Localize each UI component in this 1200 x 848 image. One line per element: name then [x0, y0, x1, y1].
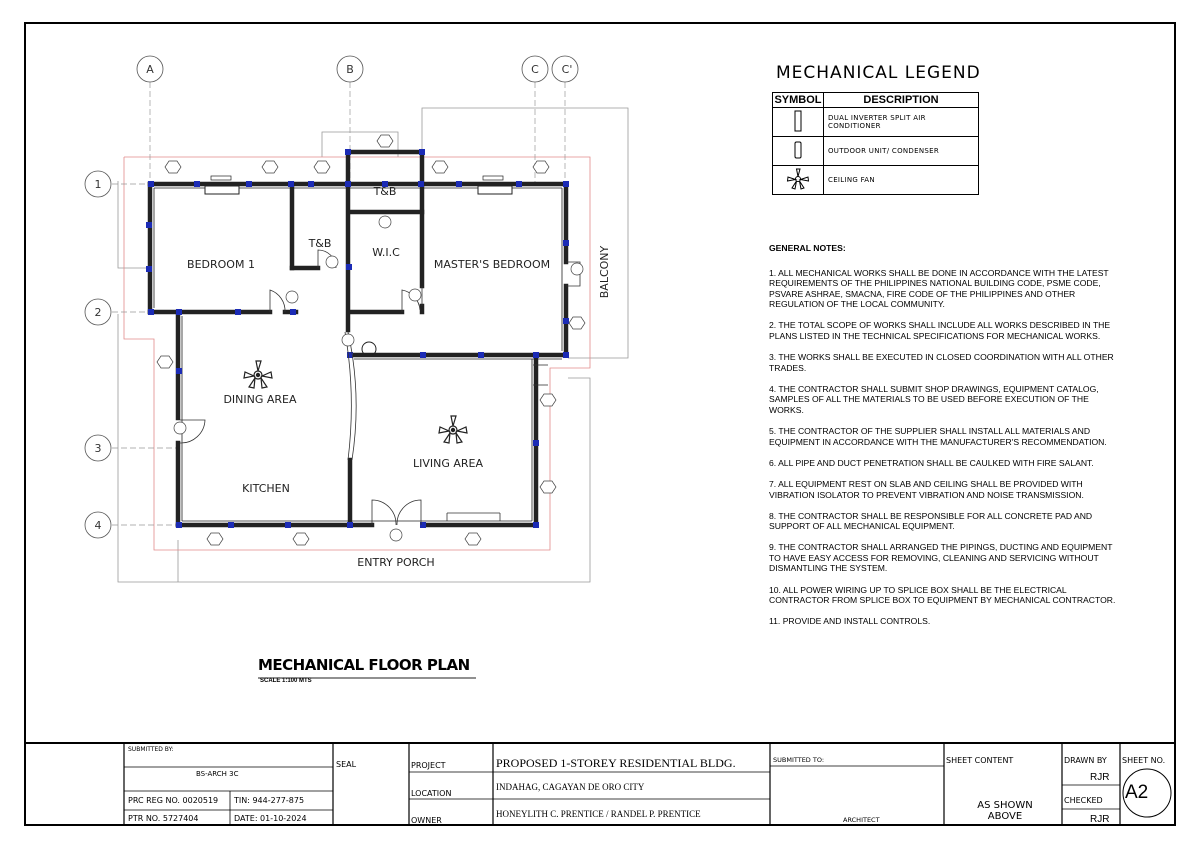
- ceiling-fan-icon: [773, 166, 824, 195]
- legend-row: [773, 166, 979, 195]
- legend-description: OUTDOOR UNIT/ CONDENSER: [824, 137, 979, 166]
- sheet-no-label: SHEET NO.: [1122, 756, 1166, 765]
- reference-outline: [118, 108, 628, 582]
- grid-label-c: C: [531, 63, 539, 76]
- legend-col-description: DESCRIPTION: [824, 93, 979, 108]
- room-label-kitchen: KITCHEN: [242, 482, 290, 495]
- walls: [150, 152, 566, 525]
- submitter-name: BS-ARCH 3C: [196, 770, 239, 778]
- checked-label: CHECKED: [1064, 796, 1103, 805]
- note-item: 1. ALL MECHANICAL WORKS SHALL BE DONE IN ACCORDANCE WITH THE LATEST REQUIREMENTS OF THE PHILIPPINES NATIONAL BUILDING CODE, PSME CODE, PSVARE ASHRAE, SMACNA, FIRE CODE OF THE PHILIPPINES AND OTHER REGULATION OF THE LOCAL COMMUNITY.: [769, 267, 1109, 310]
- plan-title: MECHANICAL FLOOR PLAN: [258, 656, 470, 674]
- legend-col-symbol: SYMBOL: [774, 94, 822, 106]
- legend-description: DUAL INVERTER SPLIT AIR CONDITIONER: [824, 108, 979, 137]
- grid-label-3: 3: [94, 442, 102, 455]
- sheet-content-value: AS SHOWN ABOVE: [977, 800, 1033, 822]
- mechanical-legend-table: [772, 92, 979, 195]
- room-label-wic: W.I.C: [372, 246, 400, 259]
- split-aircon-icon: [773, 108, 824, 137]
- room-label-balcony: BALCONY: [598, 245, 611, 299]
- room-label-masters-bedroom: MASTER'S BEDROOM: [433, 258, 551, 271]
- prc-reg-number: PRC REG NO. 0020519: [128, 796, 219, 805]
- grid-bubbles: [85, 56, 578, 538]
- project-name: PROPOSED 1-STOREY RESIDENTIAL BLDG.: [496, 756, 736, 770]
- sheet-number: A2: [1125, 782, 1149, 803]
- tin-number: TIN: 944-277-875: [234, 796, 305, 805]
- note-item: 7. ALL EQUIPMENT REST ON SLAB AND CEILING SHALL BE PROVIDED WITH VIBRATION ISOLATOR TO PREVENT VIBRATION AND NOISE TRANSMISSION.: [769, 478, 1084, 500]
- note-item: 3. THE WORKS SHALL BE EXECUTED IN CLOSED COORDINATION WITH ALL OTHER TRADES.: [769, 352, 1114, 373]
- grid-label-2: 2: [94, 306, 102, 319]
- date-value: DATE: 01-10-2024: [234, 814, 307, 823]
- note-item: 11. PROVIDE AND INSTALL CONTROLS.: [769, 616, 931, 627]
- legend-row: [773, 137, 979, 166]
- room-label-dining-area: DINING AREA: [223, 393, 297, 406]
- grid-label-b: B: [346, 63, 354, 76]
- owner-label: OWNER: [411, 816, 442, 825]
- submitted-to-label: SUBMITTED TO:: [773, 756, 825, 764]
- sheet-content-label: SHEET CONTENT: [946, 756, 1014, 765]
- columns: [146, 149, 569, 528]
- general-notes: [769, 243, 1124, 637]
- room-label-living-area: LIVING AREA: [412, 457, 484, 470]
- legend-title: MECHANICAL LEGEND: [776, 63, 981, 83]
- ptr-number: PTR NO. 5727404: [128, 814, 199, 823]
- note-item: 6. ALL PIPE AND DUCT PENETRATION SHALL BE CAULKED WITH FIRE SALANT.: [769, 457, 1094, 468]
- legend-row: [773, 108, 979, 137]
- note-item: 9. THE CONTRACTOR SHALL ARRANGED THE PIPINGS, DUCTING AND EQUIPMENT TO HAVE EASY ACCESS FOR REMOVING, CLEANING AND SERVICING WITHOUT DISMANTLING THE SYSTEM.: [769, 542, 1113, 574]
- room-label-bedroom-1: BEDROOM 1: [187, 258, 255, 271]
- drawn-by-label: DRAWN BY: [1064, 756, 1107, 765]
- project-label: PROJECT: [411, 761, 446, 770]
- project-location: INDAHAG, CAGAYAN DE ORO CITY: [496, 782, 645, 792]
- general-notes-header: GENERAL NOTES:: [769, 243, 846, 253]
- room-label-tb-left: T&B: [308, 237, 332, 250]
- architect-label: ARCHITECT: [843, 816, 880, 824]
- grid-label-1: 1: [94, 178, 102, 191]
- condenser-icon: [773, 137, 824, 166]
- project-owner: HONEYLITH C. PRENTICE / RANDEL P. PRENTICE: [496, 809, 701, 819]
- location-label: LOCATION: [411, 789, 452, 798]
- doors: [180, 250, 580, 525]
- grid-label-a: A: [146, 63, 154, 76]
- note-item: 2. THE TOTAL SCOPE OF WORKS SHALL INCLUDE ALL WORKS DESCRIBED IN THE PLANS LISTED IN THE TECHNICAL SPECIFICATIONS FOR MECHANICAL WORKS.: [769, 320, 1111, 342]
- note-item: 4. THE CONTRACTOR SHALL SUBMIT SHOP DRAWINGS, EQUIPMENT CATALOG, SAMPLES OF ALL THE MATERIALS TO BE USED BEFORE EXECUTION OF THE WORKS.: [769, 383, 1099, 416]
- checked-by-value: RJR: [1090, 814, 1110, 825]
- room-label-tb-top: T&B: [373, 185, 397, 198]
- seal-label: SEAL: [336, 760, 357, 769]
- drawn-by-value: RJR: [1090, 772, 1110, 783]
- note-item: 5. THE CONTRACTOR OF THE SUPPLIER SHALL INSTALL ALL MATERIALS AND EQUIPMENT IN ACCORDANCE WITH THE MANUFACTURER'S RECOMMENDATION.: [769, 426, 1107, 447]
- window-tags: [157, 135, 585, 545]
- legend-header-row: [773, 93, 979, 108]
- note-item: 8. THE CONTRACTOR SHALL BE RESPONSIBLE FOR ALL CONCRETE PAD AND SUPPORT OF ALL MECHANICAL EQUIPMENT.: [769, 510, 1093, 532]
- room-label-entry-porch: ENTRY PORCH: [357, 556, 435, 569]
- grid-label-4: 4: [94, 519, 102, 532]
- submitted-by-label: SUBMITTED BY:: [128, 746, 174, 753]
- legend-description: CEILING FAN: [824, 166, 979, 195]
- plan-scale: SCALE 1:100 MTS: [260, 678, 312, 684]
- note-item: 10. ALL POWER WIRING UP TO SPLICE BOX SHALL BE THE ELECTRICAL CONTRACTOR FROM SPLICE BOX TO EQUIPMENT BY MECHANICAL CONTRACTOR.: [769, 584, 1116, 606]
- grid-label-c-prime: C': [561, 63, 573, 76]
